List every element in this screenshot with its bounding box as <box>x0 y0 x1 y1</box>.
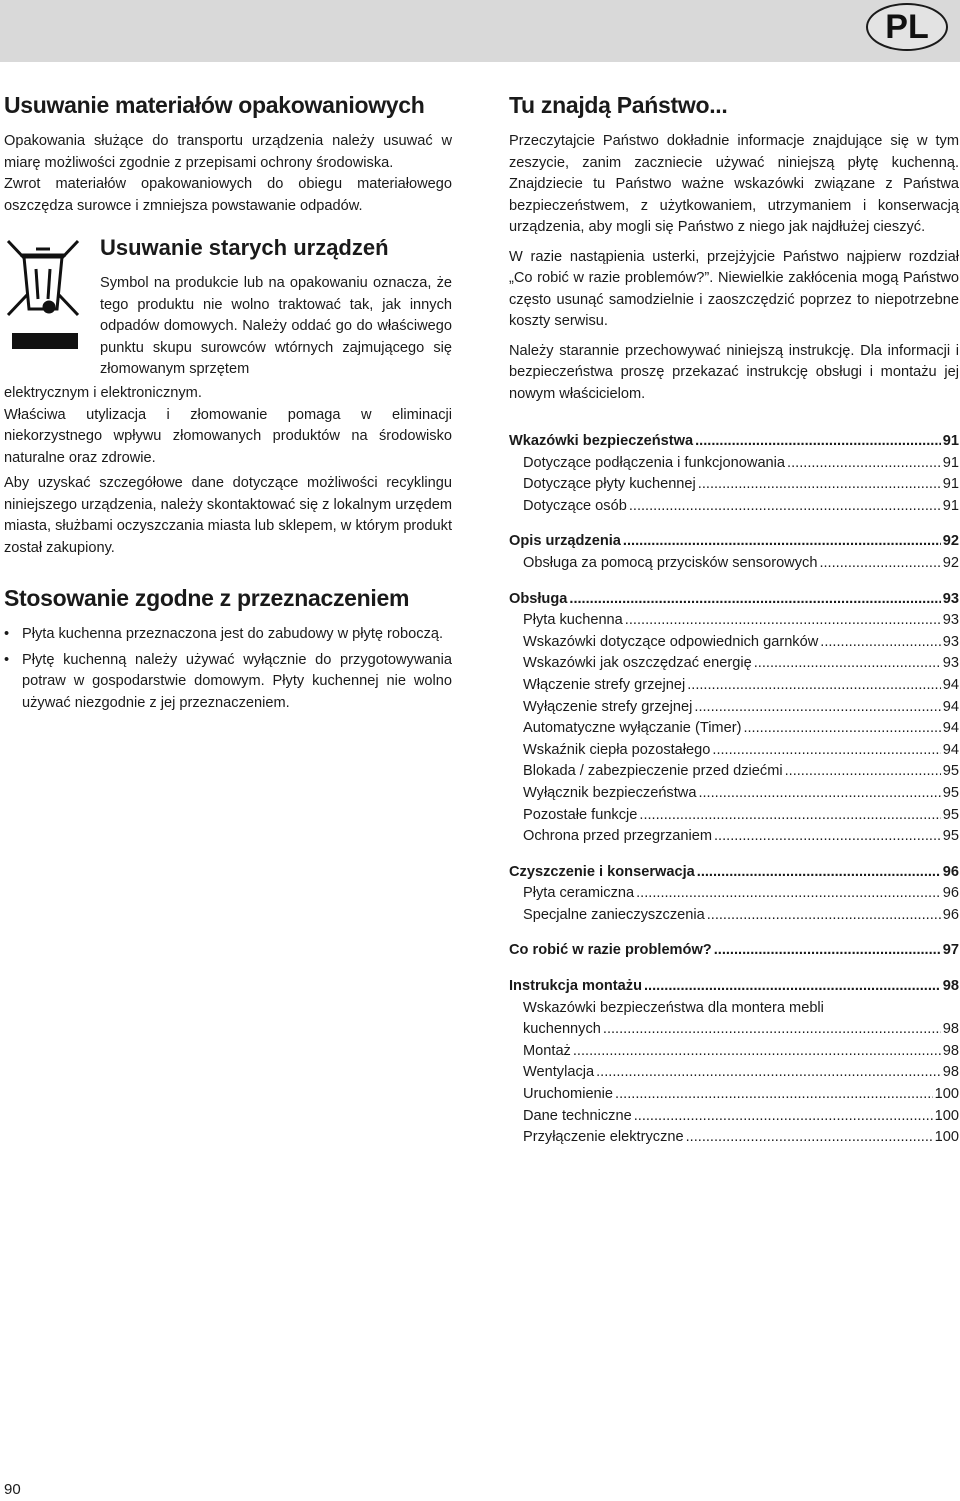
toc-item[interactable] <box>509 761 959 783</box>
toc-page: 92 <box>942 533 959 550</box>
toc-section <box>509 589 959 848</box>
toc-page: 96 <box>942 863 959 880</box>
toc-page: 93 <box>942 612 959 629</box>
toc-heading-label: Wkazówki bezpieczeństwa <box>509 433 694 449</box>
toc-page: 97 <box>942 942 959 959</box>
toc-leader <box>698 474 941 496</box>
toc-leader <box>785 761 941 783</box>
toc-leader <box>615 1084 933 1106</box>
toc-leader <box>634 1106 933 1128</box>
toc-item[interactable] <box>509 675 959 697</box>
toc-item-label: kuchennych <box>523 1021 601 1038</box>
toc-leader <box>697 862 941 884</box>
toc-item[interactable] <box>509 740 959 762</box>
toc-item-label: Włączenie strefy grzejnej <box>523 676 686 693</box>
toc-item-label: Płyta ceramiczna <box>523 885 635 902</box>
toc-item[interactable] <box>509 998 959 1020</box>
toc-section <box>509 940 959 962</box>
toc-leader <box>603 1019 941 1041</box>
toc-leader <box>707 905 941 927</box>
toc-item-label: Wskazówki jak oszczędzać energię <box>523 655 752 672</box>
toc-item-label: Dane techniczne <box>523 1107 632 1124</box>
toc-item-label: Wskazówki bezpieczeństwa dla montera mebli <box>523 999 824 1016</box>
toc-item-label: Dotyczące płyty kuchennej <box>523 476 696 493</box>
toc-heading[interactable] <box>509 976 959 998</box>
header-bar <box>0 0 960 62</box>
toc-heading[interactable] <box>509 862 959 884</box>
toc-page: 100 <box>934 1086 959 1103</box>
toc-page: 100 <box>934 1107 959 1124</box>
toc-leader <box>754 653 941 675</box>
toc-section <box>509 431 959 517</box>
toc-leader <box>712 740 940 762</box>
old-devices-paragraph-1: Symbol na produkcie lub na opakowaniu oznacza, że tego produktu nie wolno traktować tak, jak innych odpadów domowych. Należy oddać go do właściwego punktu skupu surowców wtórnych zajmującego się złomowanym sprzętem <box>100 275 452 377</box>
right-column <box>509 92 959 1163</box>
toc-heading[interactable] <box>509 589 959 611</box>
toc-item[interactable] <box>509 453 959 475</box>
toc-item[interactable] <box>509 553 959 575</box>
list-item: • Płytę kuchenną należy używać wyłącznie do przygotowywania potraw w gospodarstwie domowym. Płyty kuchennej nie wolno używać niezgodnie z jej przeznaczeniem. <box>4 650 452 715</box>
toc-item-label: Przyłączenie elektryczne <box>523 1129 684 1146</box>
toc-page: 91 <box>942 497 959 514</box>
packaging-paragraph-1: Opakowania służące do transportu urządzenia należy usuwać w miarę możliwości zgodnie z przepisami ochrony środowiska. <box>4 133 452 171</box>
language-badge: PL <box>866 3 948 51</box>
toc-leader <box>573 1041 941 1063</box>
toc-page: 96 <box>942 885 959 902</box>
toc-leader <box>644 976 941 998</box>
toc-page: 98 <box>942 978 959 995</box>
toc-item[interactable] <box>509 474 959 496</box>
toc-item[interactable] <box>509 1084 959 1106</box>
toc-heading-label: Co robić w razie problemów? <box>509 942 712 959</box>
toc-page: 93 <box>942 633 959 650</box>
toc-leader <box>694 697 940 719</box>
toc-item[interactable] <box>509 496 959 518</box>
toc-leader <box>596 1062 941 1084</box>
toc-heading-label: Obsługa <box>509 590 568 607</box>
old-devices-paragraph-3: Aby uzyskać szczegółowe dane dotyczące możliwości recyklingu niniejszego urządzenia, należy skontaktować się z lokalnym urzędem miasta, służbami oczyszczania miasta lub sklepem, w którym produkt został zakupiony. <box>4 475 452 556</box>
intro-title: Tu znajdą Państwo... <box>509 92 728 118</box>
toc-page: 91 <box>942 454 959 471</box>
toc-item[interactable] <box>509 610 959 632</box>
toc-item[interactable] <box>509 1041 959 1063</box>
intended-use-title: Stosowanie zgodne z przeznaczeniem <box>4 585 410 611</box>
table-of-contents <box>509 431 959 1149</box>
left-column <box>4 92 452 718</box>
toc-item[interactable] <box>509 805 959 827</box>
old-devices-paragraph-1-continued: elektrycznym i elektronicznym. <box>4 385 202 401</box>
toc-leader <box>698 783 940 805</box>
old-devices-title: Usuwanie starych urządzeń <box>100 235 389 260</box>
toc-item[interactable] <box>509 1062 959 1084</box>
toc-page: 95 <box>942 784 959 801</box>
toc-leader <box>714 826 941 848</box>
toc-item[interactable] <box>509 632 959 654</box>
toc-leader <box>819 553 940 575</box>
toc-item-label: Płyta kuchenna <box>523 612 623 629</box>
toc-leader <box>787 453 941 475</box>
toc-page: 92 <box>942 554 959 571</box>
toc-leader <box>820 632 941 654</box>
toc-leader <box>743 718 940 740</box>
toc-item-label: Wyłącznik bezpieczeństwa <box>523 784 697 801</box>
toc-leader <box>639 805 940 827</box>
toc-item-continued[interactable] <box>509 1019 959 1041</box>
toc-page: 95 <box>942 806 959 823</box>
toc-item-label: Wskazówki dotyczące odpowiednich garnków <box>523 633 819 650</box>
packaging-title: Usuwanie materiałów opakowaniowych <box>4 92 425 118</box>
toc-heading-label: Czyszczenie i konserwacja <box>509 863 695 880</box>
toc-page: 91 <box>942 476 959 493</box>
toc-item[interactable] <box>509 783 959 805</box>
toc-item-label: Montaż <box>523 1042 571 1059</box>
toc-item-label: Specjalne zanieczyszczenia <box>523 906 705 923</box>
toc-item[interactable] <box>509 1127 959 1149</box>
toc-leader <box>629 496 941 518</box>
toc-page: 91 <box>942 433 959 449</box>
intro-paragraph-1: Przeczytajcie Państwo dokładnie informacje znajdujące się w tym zeszycie, zanim zaczniecie używać niniejszą płytę kuchenną. Znajdziecie tu Państwo ważne wskazówki związane z Państwa bezpieczeństwem, z użytkowaniem, utrzymaniem i konserwacją urządzenia, aby mogli się Państwo z niego jak najdłużej cieszyć. <box>509 133 959 235</box>
toc-page: 95 <box>942 763 959 780</box>
toc-page: 94 <box>942 720 959 737</box>
toc-heading-label: Opis urządzenia <box>509 533 621 550</box>
toc-section <box>509 531 959 574</box>
list-item: • Płyta kuchenna przeznaczona jest do zabudowy w płytę roboczą. <box>4 624 452 646</box>
toc-leader <box>714 940 941 962</box>
intro-paragraph-2: W razie nastąpienia usterki, przejżyjcie Państwo najpierw rozdział „Co robić w razie problemów?”. Niewielkie zakłócenia mogą Państwo często usunąć samodzielnie i zaoszczędzić poprzez to niepotrzebne koszty serwisu. <box>509 248 959 329</box>
intended-use-list <box>4 624 452 714</box>
toc-item-label: Ochrona przed przegrzaniem <box>523 828 712 845</box>
toc-item-label: Dotyczące osób <box>523 497 627 514</box>
intro-paragraph-3: Należy starannie przechowywać niniejszą instrukcję. Dla informacji i bezpieczeństwa proszę przekazać instrukcję obsługi i montażu jej nowym właścicielom. <box>509 342 959 402</box>
toc-page: 98 <box>942 1042 959 1059</box>
toc-leader <box>625 610 941 632</box>
toc-section <box>509 862 959 927</box>
toc-leader <box>636 883 941 905</box>
page-number: 90 <box>4 1481 21 1498</box>
toc-item[interactable] <box>509 697 959 719</box>
toc-leader <box>695 431 941 453</box>
toc-item-label: Dotyczące podłączenia i funkcjonowania <box>523 454 786 471</box>
toc-item-label: Obsługa za pomocą przycisków sensorowych <box>523 554 818 571</box>
toc-page: 93 <box>942 590 959 607</box>
toc-leader <box>569 589 940 611</box>
toc-item[interactable] <box>509 905 959 927</box>
toc-item[interactable] <box>509 653 959 675</box>
packaging-paragraph-2: Zwrot materiałów opakowaniowych do obiegu materiałowego oszczędza surowce i zmniejsza powstawanie odpadów. <box>4 176 452 214</box>
toc-item[interactable] <box>509 1106 959 1128</box>
toc-page: 93 <box>942 655 959 672</box>
crossed-bin-icon <box>4 235 84 353</box>
toc-page: 94 <box>942 698 959 715</box>
toc-heading[interactable] <box>509 940 959 962</box>
toc-item-label: Wentylacja <box>523 1064 595 1081</box>
toc-leader <box>687 675 941 697</box>
toc-section <box>509 976 959 1149</box>
toc-heading[interactable] <box>509 531 959 553</box>
toc-page: 98 <box>942 1021 959 1038</box>
toc-page: 100 <box>934 1129 959 1146</box>
toc-heading[interactable] <box>509 431 959 453</box>
toc-page: 98 <box>942 1064 959 1081</box>
old-devices-block <box>4 231 452 377</box>
toc-leader <box>686 1127 933 1149</box>
toc-item-label: Automatyczne wyłączanie (Timer) <box>523 720 742 737</box>
toc-leader <box>623 531 941 553</box>
toc-item-label: Wskaźnik ciepła pozostałego <box>523 741 711 758</box>
old-devices-paragraph-2: Właściwa utylizacja i złomowanie pomaga w eliminacji niekorzystnego wpływu złomowanych produktów na środowisko naturalne oraz zdrowie. <box>4 406 452 466</box>
toc-item[interactable] <box>509 718 959 740</box>
toc-item[interactable] <box>509 826 959 848</box>
toc-item-label: Uruchomienie <box>523 1086 614 1103</box>
toc-page: 94 <box>942 676 959 693</box>
toc-item-label: Pozostałe funkcje <box>523 806 638 823</box>
toc-page: 95 <box>942 828 959 845</box>
toc-page: 94 <box>942 741 959 758</box>
toc-item-label: Wyłączenie strefy grzejnej <box>523 698 693 715</box>
toc-item-label: Blokada / zabezpieczenie przed dziećmi <box>523 763 783 780</box>
toc-item[interactable] <box>509 883 959 905</box>
toc-page: 96 <box>942 906 959 923</box>
toc-heading-label: Instrukcja montażu <box>509 978 642 995</box>
